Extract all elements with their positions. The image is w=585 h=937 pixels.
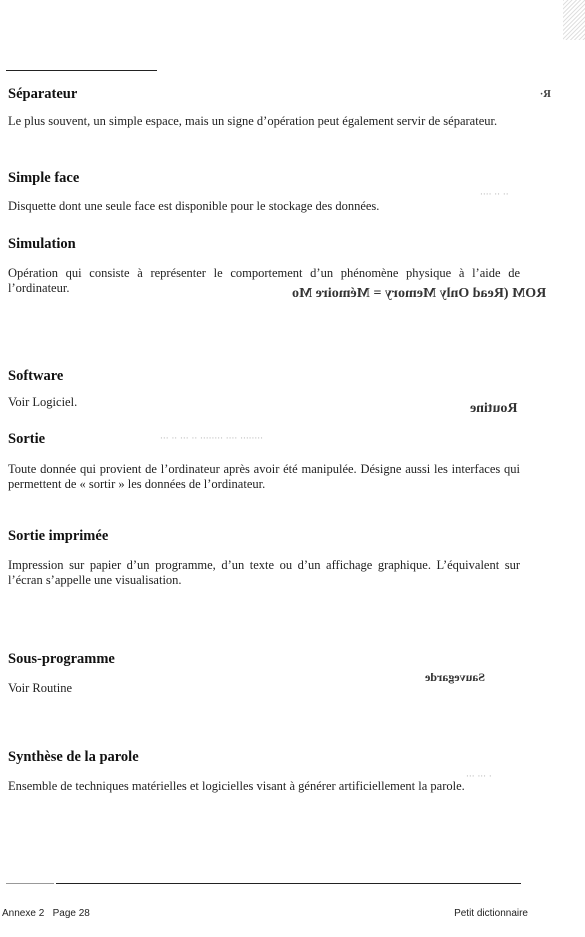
bottom-rule	[56, 883, 521, 884]
entry-definition: Opération qui consiste à représenter le comportement d’un phénomène physique à l’aide de l’ordinateur.	[8, 266, 520, 295]
entry-definition: Voir Routine	[8, 681, 73, 695]
entry-separateur	[8, 85, 520, 129]
entry-term: Sortie imprimée	[8, 528, 109, 544]
entry-term: Simple face	[8, 170, 80, 186]
entry-term: Software	[8, 368, 64, 384]
entry-term: Sortie	[8, 431, 46, 447]
entry-definition: Toute donnée qui provient de l’ordinateur après avoir été manipulée. Désigne aussi les interfaces qui permettent de « sortir » les données de l’ordinateur.	[8, 462, 520, 491]
entry-software	[8, 367, 520, 410]
footer-page-label: Annexe 2 Page 28	[2, 908, 90, 919]
footer-book-title: Petit dictionnaire	[454, 908, 528, 919]
entry-sortie	[8, 430, 520, 492]
entry-definition: Ensemble de techniques matérielles et logicielles visant à générer artificiellement la parole.	[8, 779, 465, 793]
scan-artifact	[563, 0, 585, 40]
entry-term: Simulation	[8, 236, 76, 252]
entry-simple-face	[8, 169, 520, 214]
scan-smudge: ··· ··· ·	[466, 772, 492, 782]
entry-definition: Disquette dont une seule face est disponible pour le stockage des données.	[8, 199, 380, 213]
show-through-rom-line: ROM (Read Only Memory = Mémoire Mo	[292, 286, 547, 301]
entry-definition: Impression sur papier d’un programme, d’un texte ou d’un affichage graphique. L’équivalent sur l’écran s’appelle une visualisation.	[8, 558, 520, 587]
scan-smudge: ··· ·· ··· ·· ········ ···· ········	[160, 434, 263, 444]
entry-definition: Le plus souvent, un simple espace, mais un signe d’opération peut également servir de séparateur.	[8, 114, 498, 128]
entry-synthese-de-la-parole	[8, 748, 520, 794]
bottom-rule-faint	[6, 883, 54, 884]
entry-term: Séparateur	[8, 86, 78, 102]
show-through-routine: Routine	[470, 401, 518, 416]
top-rule	[6, 70, 157, 71]
scan-smudge: ·Я	[540, 90, 552, 100]
entry-sortie-imprimee	[8, 527, 520, 588]
scan-smudge: ···· ·· ··	[480, 190, 509, 200]
entry-term: Synthèse de la parole	[8, 749, 139, 765]
entry-definition: Voir Logiciel.	[8, 395, 78, 409]
show-through-sauvegarde: Sauvegarde	[425, 670, 485, 684]
entry-term: Sous-programme	[8, 651, 115, 667]
